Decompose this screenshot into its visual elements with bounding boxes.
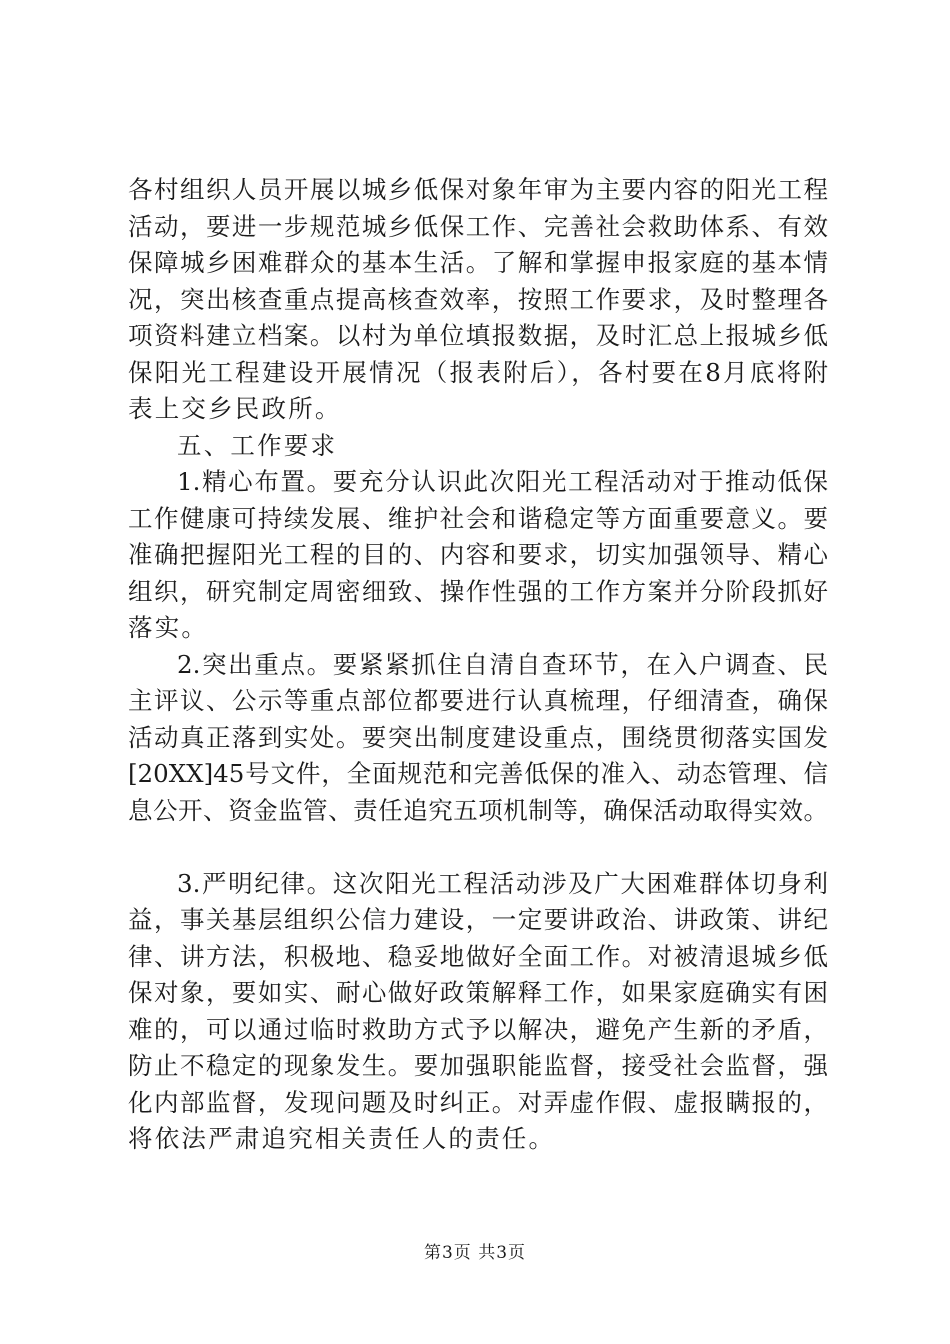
section-heading: 五、工作要求 (177, 430, 338, 460)
text-line: 工作健康可持续发展、维护社会和谐稳定等方面重要意义。要 (128, 503, 828, 533)
text-line: 保障城乡困难群众的基本生活。了解和掌握申报家庭的基本情 (128, 248, 828, 277)
text-line: 2.突出重点。要紧紧抓住自清自查环节，在入户调查、民 (177, 649, 828, 679)
text-line: 将依法严肃追究相关责任人的责任。 (128, 1124, 556, 1153)
text-line: 息公开、资金监管、责任追究五项机制等，确保活动取得实效。 (128, 795, 828, 825)
page-number-footer: 第3页 共3页 (423, 1243, 527, 1263)
document-body (128, 172, 828, 1158)
text-line: 保对象，要如实、耐心做好政策解释工作，如果家庭确实有困 (128, 978, 828, 1007)
text-line: 项资料建立档案。以村为单位填报数据，及时汇总上报城乡低 (128, 321, 828, 350)
text-line: 落实。 (128, 613, 209, 642)
text-line: 防止不稳定的现象发生。要加强职能监督，接受社会监督，强 (128, 1051, 828, 1080)
text-line: 难的，可以通过临时救助方式予以解决，避免产生新的矛盾， (128, 1014, 828, 1044)
text-line: 1.精心布置。要充分认识此次阳光工程活动对于推动低保 (177, 467, 828, 496)
text-line: 表上交乡民政所。 (128, 394, 342, 423)
text-line: 况，突出核查重点提高核查效率，按照工作要求，及时整理各 (128, 284, 828, 314)
text-line: 保阳光工程建设开展情况（报表附后），各村要在8月底将附 (128, 357, 828, 387)
text-line: 化内部监督，发现问题及时纠正。对弄虚作假、虚报瞒报的， (128, 1087, 828, 1117)
paragraph-item-1 (128, 464, 828, 647)
text-line: 3.严明纪律。这次阳光工程活动涉及广大困难群体切身利 (177, 868, 828, 898)
text-line: 益，事关基层组织公信力建设，一定要讲政治、讲政策、讲纪 (128, 905, 828, 934)
text-line: 活动真正落到实处。要突出制度建设重点，围绕贯彻落实国发 (128, 722, 828, 752)
text-line: 律、讲方法，积极地、稳妥地做好全面工作。对被清退城乡低 (128, 941, 828, 971)
paragraph-item-2 (128, 647, 828, 830)
text-line: 准确把握阳光工程的目的、内容和要求，切实加强领导、精心 (128, 540, 828, 569)
paragraph-spacer (128, 829, 828, 866)
text-line: 活动，要进一步规范城乡低保工作、完善社会救助体系、有效 (128, 211, 828, 241)
text-line: 组织，研究制定周密细致、操作性强的工作方案并分阶段抓好 (128, 576, 828, 606)
text-line: [20XX]45号文件，全面规范和完善低保的准入、动态管理、信 (128, 759, 828, 788)
text-line: 主评议、公示等重点部位都要进行认真梳理，仔细清查，确保 (128, 686, 828, 715)
paragraph-annual-review (128, 172, 828, 428)
paragraph-item-3 (128, 866, 828, 1158)
text-line: 各村组织人员开展以城乡低保对象年审为主要内容的阳光工程 (128, 175, 828, 204)
